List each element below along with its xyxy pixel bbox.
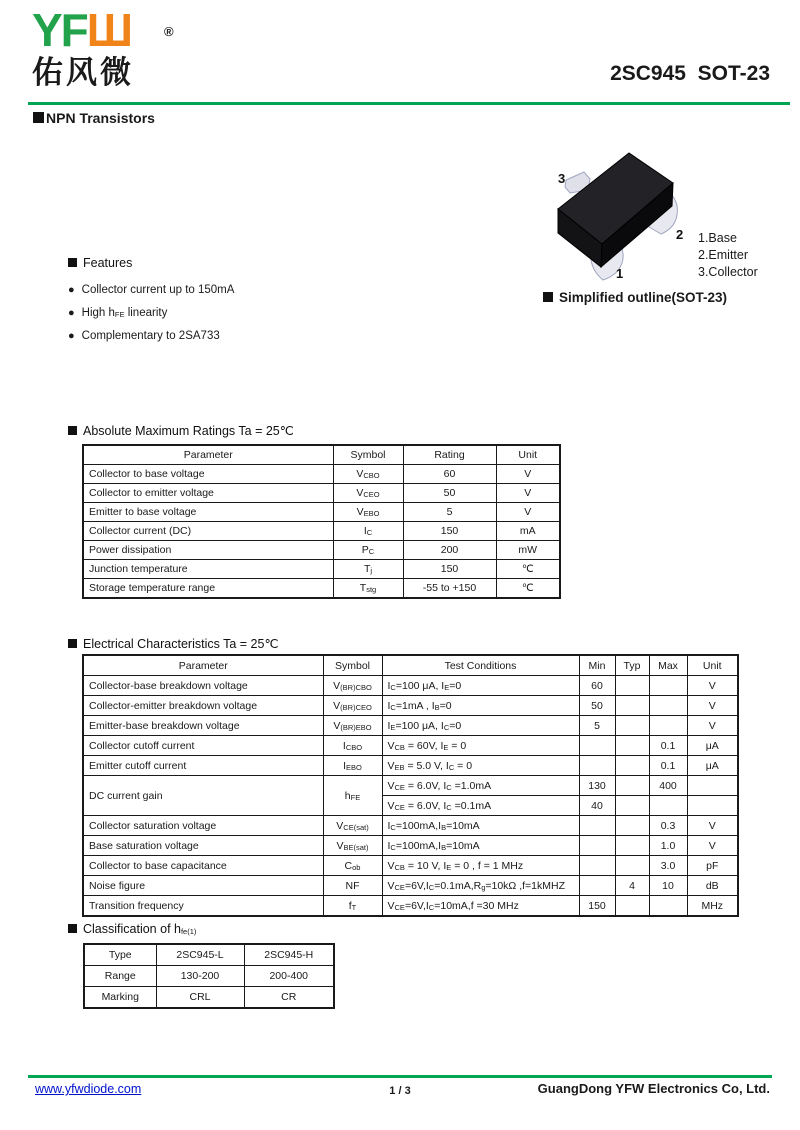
cell-conditions: $V_{CB} = 10$ V, $I_E = 0$ , f = 1 MHz (382, 856, 579, 876)
features-title-label: Features (83, 256, 133, 270)
cell-marking-l: CRL (156, 987, 244, 1009)
cell-min (579, 836, 615, 856)
cell-typ (615, 676, 649, 696)
table-row (83, 484, 560, 503)
cell-max: 400 (649, 776, 687, 796)
pin1-number-label: 1 (616, 266, 624, 281)
cell-conditions: $I_C=100mA,I_B=10mA$ (382, 816, 579, 836)
cell-parameter: Collector-emitter breakdown voltage (83, 696, 323, 716)
table-row (83, 465, 560, 484)
cell-unit: V (496, 465, 560, 484)
cell-symbol: $V_{EBO}$ (333, 503, 403, 522)
cell-max: 0.1 (649, 736, 687, 756)
column-header: Typ (615, 655, 649, 676)
cell-conditions: $V_{CB} = 60V$, $I_E = 0$ (382, 736, 579, 756)
column-header: Min (579, 655, 615, 676)
list-item (68, 278, 234, 301)
column-header: Unit (687, 655, 738, 676)
cell-min: 150 (579, 896, 615, 917)
cell-min (579, 876, 615, 896)
cell-unit: pF (687, 856, 738, 876)
table-row (83, 541, 560, 560)
table-header-row (83, 655, 738, 676)
cell-symbol: $V_{BE(sat)}$ (323, 836, 382, 856)
cell-max: 3.0 (649, 856, 687, 876)
cell-typ (615, 796, 649, 816)
cell-rating: -55 to +150 (403, 579, 496, 599)
cell-symbol: $V_{CE(sat)}$ (323, 816, 382, 836)
logo-w-text: Ш (86, 4, 132, 56)
feature-text: High $h_{FE}$ linearity (81, 306, 168, 319)
column-header: Symbol (333, 445, 403, 465)
cell-conditions: $V_{CE}=6V,I_C=10mA,f =30$ MHz (382, 896, 579, 917)
section-marker-icon (543, 292, 553, 302)
classification-table (83, 943, 335, 1009)
cell-parameter: Collector to emitter voltage (83, 484, 333, 503)
cell-unit: μA (687, 736, 738, 756)
column-header: Parameter (83, 655, 323, 676)
cell-parameter: Collector to base voltage (83, 465, 333, 484)
cell-symbol: $f_T$ (323, 896, 382, 917)
cell-min (579, 816, 615, 836)
registered-trademark-icon: ® (164, 24, 172, 39)
cell-conditions: $V_{CE} = 6.0V$, $I_C =0.1mA$ (382, 796, 579, 816)
cell-rating: 5 (403, 503, 496, 522)
yfw-logo (32, 4, 172, 90)
table-row (83, 896, 738, 917)
table-row (83, 503, 560, 522)
cell-parameter: Power dissipation (83, 541, 333, 560)
pin-legend-collector: 3.Collector (698, 265, 758, 279)
table-row (83, 579, 560, 599)
cell-typ (615, 716, 649, 736)
cell-rating: 50 (403, 484, 496, 503)
cell-max (649, 716, 687, 736)
table-header-row (83, 445, 560, 465)
cell-parameter: Transition frequency (83, 896, 323, 917)
bullet-icon: ● (68, 306, 75, 319)
pin-legend (698, 230, 758, 281)
list-item (68, 301, 234, 324)
cell-unit: V (687, 836, 738, 856)
cell-min (579, 736, 615, 756)
cell-unit: ℃ (496, 579, 560, 599)
cell-symbol: $I_C$ (333, 522, 403, 541)
section-marker-icon (68, 426, 77, 435)
cell-max: 1.0 (649, 836, 687, 856)
cell-min: 60 (579, 676, 615, 696)
cell-conditions: $I_C=1mA$ , $I_B=0$ (382, 696, 579, 716)
product-title: 2SC945 SOT-23 (610, 62, 770, 85)
abs-max-title-label: Absolute Maximum Ratings Ta = 25℃ (83, 424, 294, 438)
section-marker-icon (68, 639, 77, 648)
sot23-package-figure (530, 143, 700, 295)
cell-unit: V (687, 676, 738, 696)
table-row (83, 836, 738, 856)
table-row (83, 816, 738, 836)
cell-unit: V (687, 696, 738, 716)
cell-unit: V (496, 503, 560, 522)
cell-parameter: Storage temperature range (83, 579, 333, 599)
cell-conditions: $I_C=100mA,I_B=10mA$ (382, 836, 579, 856)
table-row (83, 716, 738, 736)
cell-parameter: Collector cutoff current (83, 736, 323, 756)
column-header: Unit (496, 445, 560, 465)
column-header: Max (649, 655, 687, 676)
pin-legend-emitter: 2.Emitter (698, 248, 749, 262)
cell-parameter: Junction temperature (83, 560, 333, 579)
page-heading (33, 110, 155, 126)
cell-symbol: $T_{stg}$ (333, 579, 403, 599)
cell-type-label: Type (84, 944, 156, 966)
cell-parameter: Emitter cutoff current (83, 756, 323, 776)
bullet-icon: ● (68, 329, 75, 342)
cell-unit: MHz (687, 896, 738, 917)
cell-parameter: Collector saturation voltage (83, 816, 323, 836)
cell-max: 0.3 (649, 816, 687, 836)
cell-unit: V (496, 484, 560, 503)
feature-text: Collector current up to 150mA (81, 283, 235, 296)
cell-unit: V (687, 716, 738, 736)
table-row (83, 756, 738, 776)
cell-typ (615, 856, 649, 876)
table-row (83, 676, 738, 696)
electrical-table (82, 654, 739, 917)
cell-parameter: Collector-base breakdown voltage (83, 676, 323, 696)
table-row (84, 987, 334, 1009)
cell-range-label: Range (84, 966, 156, 987)
classification-title-label: Classification of $h_{fe(1)}$ (83, 922, 197, 936)
cell-parameter: Noise figure (83, 876, 323, 896)
cell-symbol: $I_{EBO}$ (323, 756, 382, 776)
cell-symbol: $V_{(BR)CBO}$ (323, 676, 382, 696)
pin-legend-base: 1.Base (698, 231, 737, 245)
bullet-icon: ● (68, 283, 75, 296)
cell-unit: ℃ (496, 560, 560, 579)
cell-parameter: Base saturation voltage (83, 836, 323, 856)
cell-typ (615, 816, 649, 836)
cell-rating: 150 (403, 560, 496, 579)
cell-typ (615, 736, 649, 756)
cell-typ (615, 696, 649, 716)
cell-max: 0.1 (649, 756, 687, 776)
cell-unit: V (687, 816, 738, 836)
cell-typ (615, 896, 649, 917)
cell-typ: 4 (615, 876, 649, 896)
outline-caption-label: Simplified outline(SOT-23) (559, 290, 728, 305)
cell-unit: mW (496, 541, 560, 560)
section-marker-icon (33, 112, 44, 123)
cell-parameter: Collector current (DC) (83, 522, 333, 541)
column-header: Parameter (83, 445, 333, 465)
cell-symbol: $V_{(BR)CEO}$ (323, 696, 382, 716)
cell-unit: dB (687, 876, 738, 896)
table-row (83, 876, 738, 896)
logo-yf-text: YF (32, 4, 87, 56)
features-title (68, 256, 132, 270)
cell-conditions: $I_C=100$ μA, $I_E=0$ (382, 676, 579, 696)
company-name: GuangDong YFW Electronics Co, Ltd. (537, 1081, 770, 1096)
cell-rating: 150 (403, 522, 496, 541)
cell-range-l: 130-200 (156, 966, 244, 987)
electrical-title-label: Electrical Characteristics Ta = 25℃ (83, 637, 279, 651)
list-item (68, 324, 234, 347)
cell-min: 5 (579, 716, 615, 736)
cell-type-l: 2SC945-L (156, 944, 244, 966)
cell-symbol: NF (323, 876, 382, 896)
cell-marking-label: Marking (84, 987, 156, 1009)
cell-conditions: $V_{CE} = 6.0V$, $I_C =1.0mA$ (382, 776, 579, 796)
feature-text: Complementary to 2SA733 (81, 329, 220, 342)
page-indicator: 1 / 3 (389, 1085, 411, 1097)
cell-typ (615, 836, 649, 856)
header-divider (28, 102, 790, 105)
table-row (83, 856, 738, 876)
cell-range-h: 200-400 (244, 966, 334, 987)
section-marker-icon (68, 258, 77, 267)
table-row (83, 560, 560, 579)
cell-parameter: Emitter to base voltage (83, 503, 333, 522)
abs-max-title (68, 423, 294, 438)
cell-max: 10 (649, 876, 687, 896)
cell-symbol: $P_C$ (333, 541, 403, 560)
cell-parameter: Emitter-base breakdown voltage (83, 716, 323, 736)
cell-parameter: DC current gain (83, 776, 323, 816)
cell-typ (615, 756, 649, 776)
cell-typ (615, 776, 649, 796)
table-row (84, 944, 334, 966)
table-row (84, 966, 334, 987)
cell-rating: 200 (403, 541, 496, 560)
electrical-title (68, 636, 278, 651)
column-header: Symbol (323, 655, 382, 676)
logo-latin-text (32, 4, 172, 56)
cell-unit: μA (687, 756, 738, 776)
cell-conditions: $V_{CE}=6V,I_C=0.1mA,R_g=10k\Omega$ ,f=1kMHZ (382, 876, 579, 896)
cell-unit: mA (496, 522, 560, 541)
section-marker-icon (68, 924, 77, 933)
footer-divider (28, 1075, 772, 1078)
cell-type-h: 2SC945-H (244, 944, 334, 966)
table-row (83, 696, 738, 716)
cell-conditions: $I_E=100$ μA, $I_C=0$ (382, 716, 579, 736)
cell-unit (687, 776, 738, 796)
cell-symbol: $I_{CBO}$ (323, 736, 382, 756)
cell-symbol: $C_{ob}$ (323, 856, 382, 876)
logo-chinese-text: 佑风微 (32, 55, 134, 90)
cell-max (649, 796, 687, 816)
cell-symbol: $h_{FE}$ (323, 776, 382, 816)
cell-marking-h: CR (244, 987, 334, 1009)
pin2-number-label: 2 (676, 227, 684, 242)
column-header: Rating (403, 445, 496, 465)
cell-max (649, 696, 687, 716)
cell-symbol: $V_{(BR)EBO}$ (323, 716, 382, 736)
cell-unit (687, 796, 738, 816)
cell-min: 40 (579, 796, 615, 816)
cell-parameter: Collector to base capacitance (83, 856, 323, 876)
cell-symbol: $V_{CEO}$ (333, 484, 403, 503)
cell-min: 130 (579, 776, 615, 796)
website-link[interactable]: www.yfwdiode.com (35, 1082, 142, 1096)
cell-min: 50 (579, 696, 615, 716)
cell-min (579, 756, 615, 776)
abs-max-table (82, 444, 561, 599)
table-row (83, 776, 738, 796)
cell-min (579, 856, 615, 876)
cell-max (649, 896, 687, 917)
outline-caption (543, 290, 727, 305)
table-row (83, 522, 560, 541)
pin3-number-label: 3 (558, 171, 566, 186)
cell-symbol: $T_j$ (333, 560, 403, 579)
cell-conditions: $V_{EB} = 5.0$ V, $I_C = 0$ (382, 756, 579, 776)
table-row (83, 736, 738, 756)
page-heading-label: NPN Transistors (46, 110, 155, 126)
cell-max (649, 676, 687, 696)
classification-title (68, 922, 196, 936)
cell-symbol: $V_{CBO}$ (333, 465, 403, 484)
cell-rating: 60 (403, 465, 496, 484)
column-header: Test Conditions (382, 655, 579, 676)
features-list (68, 278, 234, 347)
